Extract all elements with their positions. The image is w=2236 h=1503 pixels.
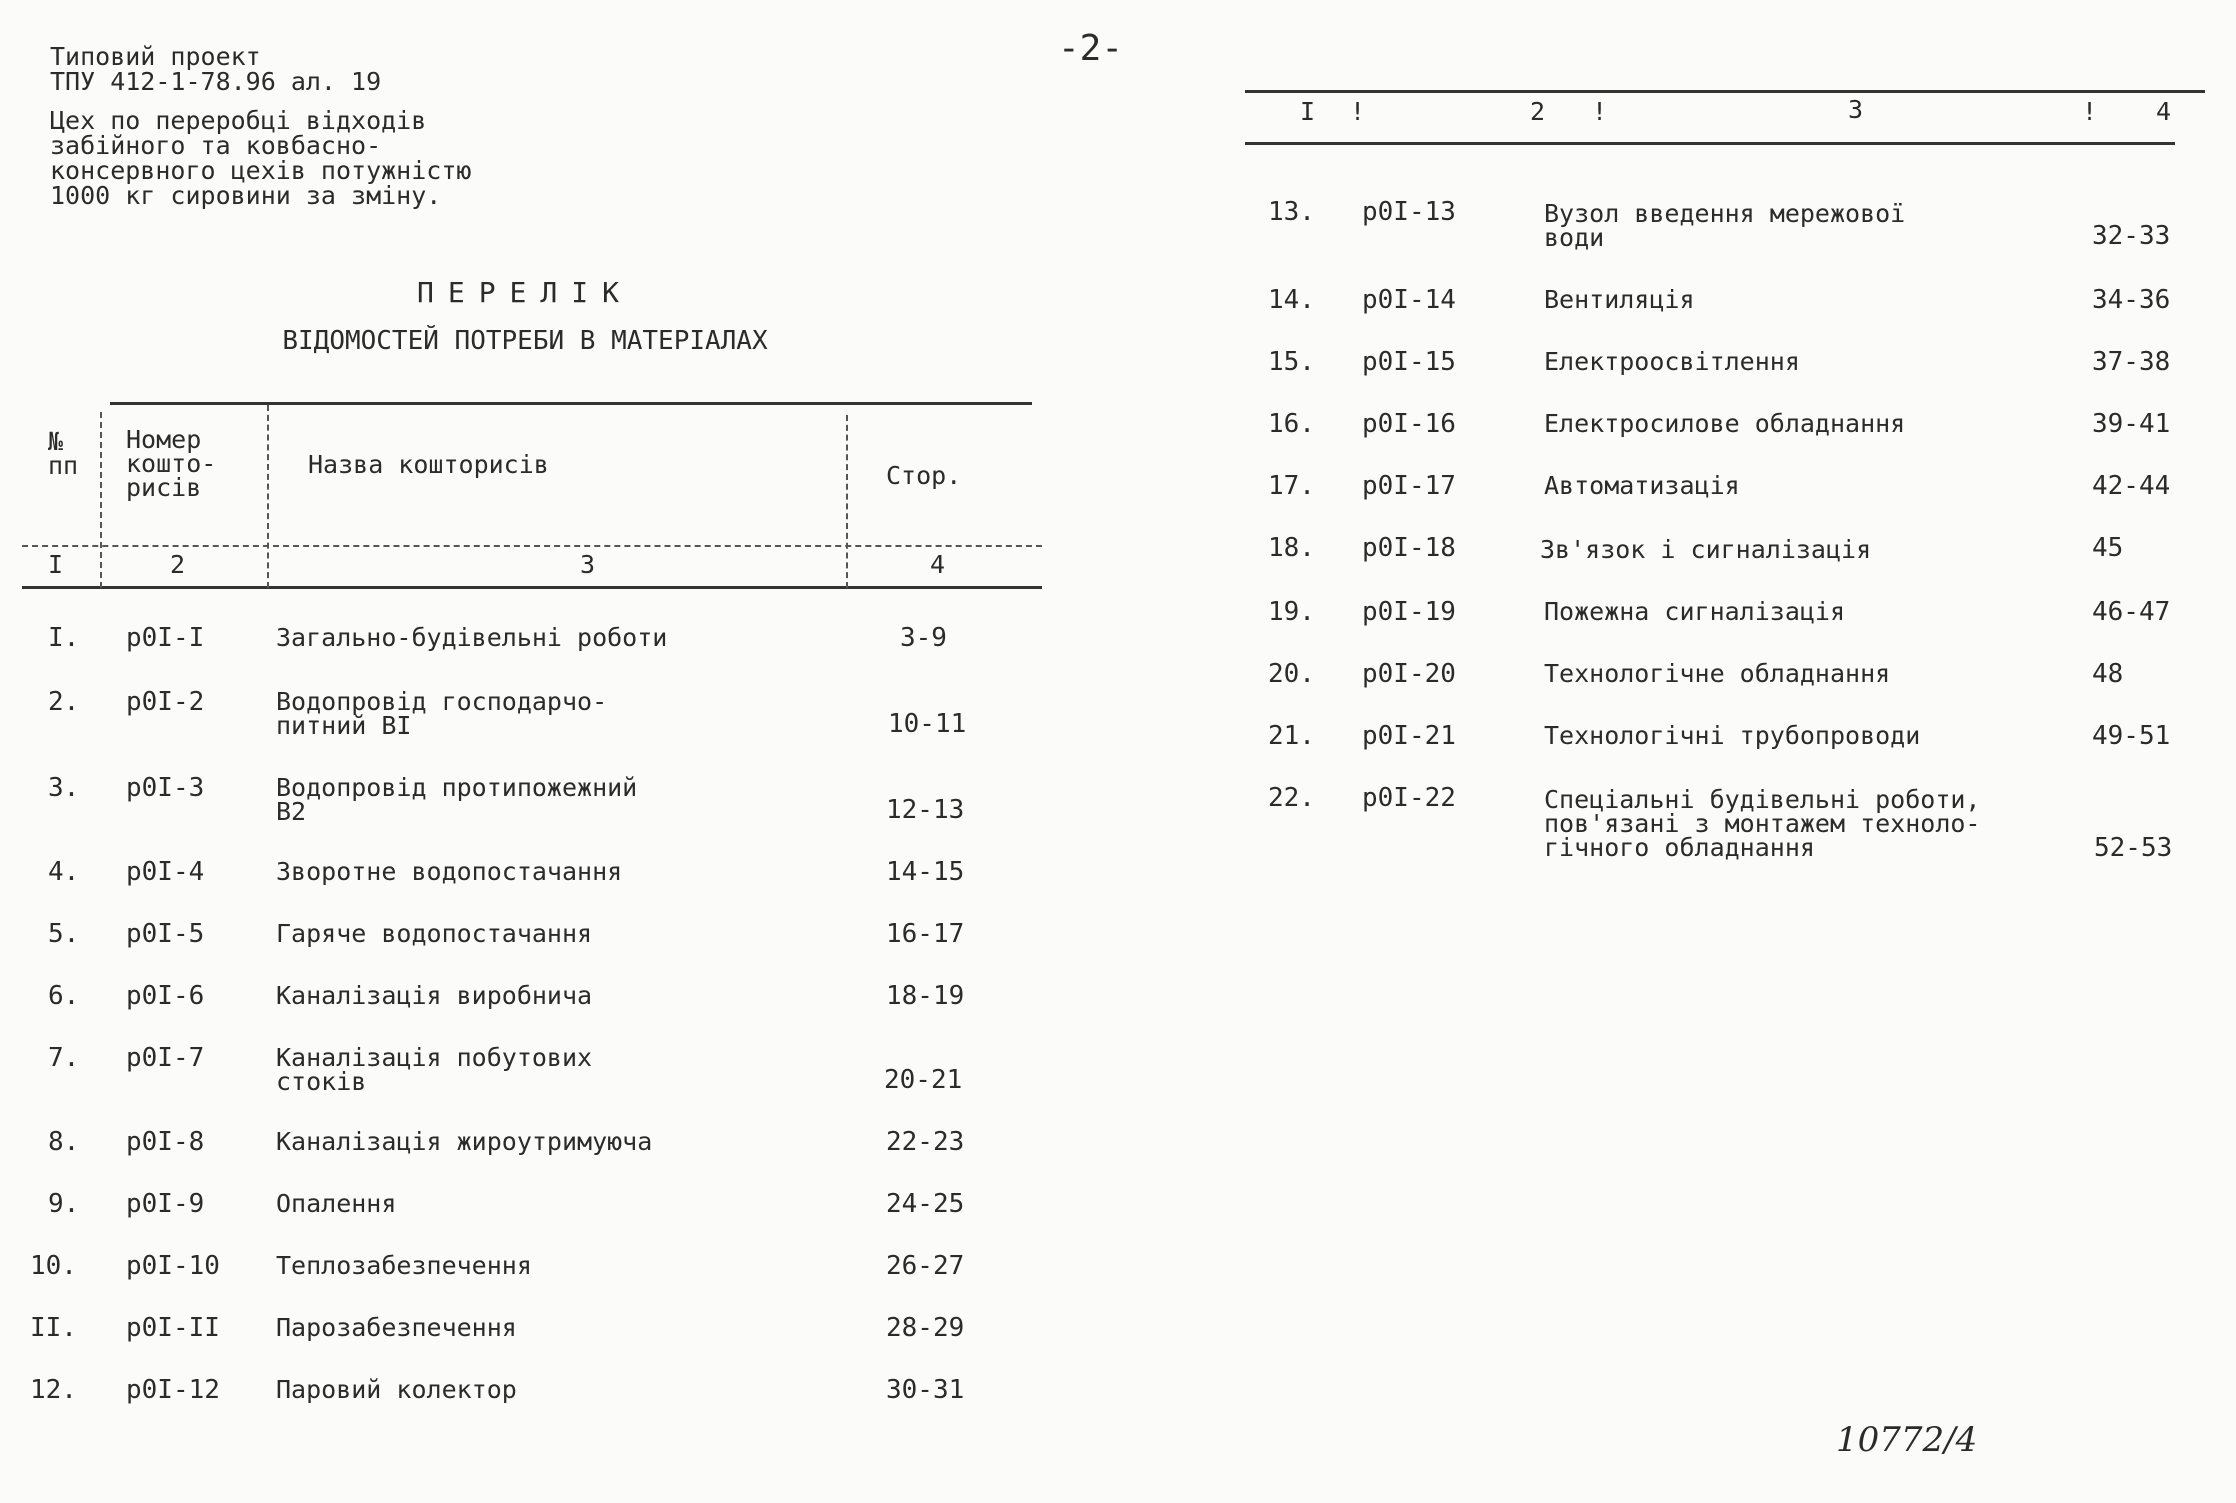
row-name-line: пов'язані з монтажем техноло- bbox=[1544, 809, 1981, 838]
column-number-label: 3 bbox=[580, 550, 596, 579]
table-header-bottom-rule bbox=[22, 586, 1042, 589]
row-code: р0I-5 bbox=[126, 919, 205, 949]
row-name-line: Теплозабезпечення bbox=[276, 1251, 532, 1280]
row-pages: 49-51 bbox=[2092, 721, 2171, 751]
row-name-line: Каналізація виробнича bbox=[276, 981, 593, 1010]
row-pages: 30-31 bbox=[886, 1375, 965, 1405]
row-pages: 24-25 bbox=[886, 1189, 965, 1219]
row-name bbox=[276, 857, 623, 886]
row-number: 21. bbox=[1268, 721, 1315, 751]
row-number: 19. bbox=[1268, 597, 1315, 627]
row-code: р0I-10 bbox=[126, 1251, 220, 1281]
row-number: 10. bbox=[30, 1251, 77, 1281]
row-number: 13. bbox=[1268, 197, 1315, 227]
header-description-line: забійного та ковбасно- bbox=[50, 131, 382, 160]
row-name-line: Загально-будівельні роботи bbox=[276, 623, 668, 652]
row-name bbox=[276, 919, 593, 948]
row-number: 4. bbox=[48, 857, 80, 887]
row-name bbox=[1544, 347, 1800, 376]
row-code: р0I-22 bbox=[1362, 783, 1456, 813]
row-number: 9. bbox=[48, 1189, 80, 1219]
row-pages: 46-47 bbox=[2092, 597, 2171, 627]
archive-stamp-number: 10772/4 bbox=[1836, 1420, 1978, 1460]
row-number: 12. bbox=[30, 1375, 77, 1405]
row-name-line: Каналізація побутових bbox=[276, 1043, 593, 1072]
header-col-code-line: кошто- bbox=[126, 449, 217, 478]
row-name-line: Технологічне обладнання bbox=[1544, 659, 1891, 688]
row-code: р0I-4 bbox=[126, 857, 205, 887]
header-col-code-line: Номер bbox=[126, 425, 202, 454]
row-pages: 34-36 bbox=[2092, 285, 2171, 315]
row-name bbox=[1544, 597, 1846, 626]
row-number: 5. bbox=[48, 919, 80, 949]
row-pages: 26-27 bbox=[886, 1251, 965, 1281]
row-name-line: стоків bbox=[276, 1067, 367, 1096]
row-name-line: гічного обладнання bbox=[1544, 833, 1815, 862]
header-col-code bbox=[126, 425, 217, 502]
row-name bbox=[1544, 471, 1740, 500]
row-code: р0I-3 bbox=[126, 773, 205, 803]
row-code: р0I-7 bbox=[126, 1043, 205, 1073]
row-name bbox=[276, 773, 638, 826]
row-name bbox=[1544, 785, 1981, 862]
row-pages: 18-19 bbox=[886, 981, 965, 1011]
header-col-code-line: рисів bbox=[126, 473, 202, 502]
row-name-line: Гаряче водопостачання bbox=[276, 919, 593, 948]
row-name-line: питний ВІ bbox=[276, 711, 412, 740]
row-pages: 48 bbox=[2092, 659, 2124, 689]
row-number: 15. bbox=[1268, 347, 1315, 377]
row-name bbox=[1544, 285, 1695, 314]
header-description-line: 1000 кг сировини за зміну. bbox=[50, 181, 442, 210]
row-code: р0I-6 bbox=[126, 981, 205, 1011]
row-pages: 16-17 bbox=[886, 919, 965, 949]
row-code: р0I-21 bbox=[1362, 721, 1456, 751]
header-line: ТПУ 412-1-78.96 ал. 19 bbox=[50, 67, 382, 96]
row-code: р0I-15 bbox=[1362, 347, 1456, 377]
row-name bbox=[276, 687, 608, 740]
row-name bbox=[276, 1189, 397, 1218]
row-pages: 37-38 bbox=[2092, 347, 2171, 377]
header-col-number-line: пп bbox=[48, 451, 79, 480]
row-name-line: Водопровід господарчо- bbox=[276, 687, 608, 716]
row-code: р0I-I bbox=[126, 623, 205, 653]
row-number: 17. bbox=[1268, 471, 1315, 501]
row-name-line: води bbox=[1544, 223, 1605, 252]
header-col-number bbox=[48, 427, 79, 480]
row-name-line: Пожежна сигналізація bbox=[1544, 597, 1846, 626]
row-pages: 32-33 bbox=[2092, 221, 2171, 251]
row-name bbox=[1540, 535, 1872, 564]
column-number-label: I bbox=[48, 550, 64, 579]
row-code: р0I-14 bbox=[1362, 285, 1456, 315]
row-name-line: Паровий колектор bbox=[276, 1375, 517, 1404]
row-pages: 39-41 bbox=[2092, 409, 2171, 439]
page-title: ПЕРЕЛІК bbox=[416, 276, 633, 309]
row-code: р0I-2 bbox=[126, 687, 205, 717]
row-number: 16. bbox=[1268, 409, 1315, 439]
column-number-label: 4 bbox=[2156, 97, 2172, 126]
column-separator bbox=[100, 412, 102, 588]
column-separator bbox=[267, 405, 269, 588]
row-name-line: Спеціальні будівельні роботи, bbox=[1544, 785, 1981, 814]
row-pages: 42-44 bbox=[2092, 471, 2171, 501]
row-pages: 52-53 bbox=[2094, 833, 2173, 863]
row-name-line: Електроосвітлення bbox=[1544, 347, 1800, 376]
row-name-line: Електросилове обладнання bbox=[1544, 409, 1906, 438]
row-number: II. bbox=[30, 1313, 77, 1343]
row-name-line: Зворотне водопостачання bbox=[276, 857, 623, 886]
column-number-label: 3 bbox=[1848, 95, 1864, 124]
row-name bbox=[276, 1127, 653, 1156]
column-number-label: 2 bbox=[170, 550, 186, 579]
row-name bbox=[276, 981, 593, 1010]
row-number: 6. bbox=[48, 981, 80, 1011]
document-header bbox=[50, 44, 471, 208]
row-name-line: Автоматизація bbox=[1544, 471, 1740, 500]
row-number: 3. bbox=[48, 773, 80, 803]
row-number: I. bbox=[48, 623, 80, 653]
row-pages: 3-9 bbox=[900, 623, 947, 653]
column-number-label: I bbox=[1300, 97, 1316, 126]
row-pages: 45 bbox=[2092, 533, 2124, 563]
row-name-line: Зв'язок і сигналізація bbox=[1540, 535, 1872, 564]
row-name bbox=[1544, 721, 1921, 750]
row-name-line: Вентиляція bbox=[1544, 285, 1695, 314]
row-pages: 28-29 bbox=[886, 1313, 965, 1343]
row-name-line: Каналізація жироутримуюча bbox=[276, 1127, 653, 1156]
row-pages: 12-13 bbox=[886, 795, 965, 825]
row-code: р0I-16 bbox=[1362, 409, 1456, 439]
row-number: 20. bbox=[1268, 659, 1315, 689]
row-code: р0I-8 bbox=[126, 1127, 205, 1157]
column-separator: ! bbox=[1350, 97, 1366, 126]
row-number: 22. bbox=[1268, 783, 1315, 813]
column-separator: ! bbox=[1592, 97, 1608, 126]
row-code: р0I-17 bbox=[1362, 471, 1456, 501]
row-number: 14. bbox=[1268, 285, 1315, 315]
row-name bbox=[1544, 199, 1906, 252]
column-number-label: 2 bbox=[1530, 97, 1546, 126]
row-pages: 10-11 bbox=[888, 709, 967, 739]
row-pages: 22-23 bbox=[886, 1127, 965, 1157]
header-line: Типовий проект bbox=[50, 42, 261, 71]
row-name-line: Водопровід протипожежний bbox=[276, 773, 638, 802]
row-number: 2. bbox=[48, 687, 80, 717]
header-description-line: консервного цехів потужністю bbox=[50, 156, 472, 185]
column-number-label: 4 bbox=[930, 550, 946, 579]
header-col-number-line: № bbox=[48, 427, 64, 456]
row-code: р0I-9 bbox=[126, 1189, 205, 1219]
page-number: -2- bbox=[1058, 28, 1124, 69]
row-name-line: В2 bbox=[276, 797, 307, 826]
row-code: р0I-18 bbox=[1362, 533, 1456, 563]
header-col-pages: Стор. bbox=[886, 461, 962, 490]
table-top-rule bbox=[110, 402, 1032, 405]
row-name-line: Опалення bbox=[276, 1189, 397, 1218]
row-number: 18. bbox=[1268, 533, 1315, 563]
row-code: р0I-19 bbox=[1362, 597, 1456, 627]
row-code: р0I-II bbox=[126, 1313, 220, 1343]
row-name-line: Вузол введення мережової bbox=[1544, 199, 1906, 228]
row-name bbox=[276, 1043, 593, 1096]
row-code: р0I-12 bbox=[126, 1375, 220, 1405]
row-pages: 14-15 bbox=[886, 857, 965, 887]
row-name-line: Технологічні трубопроводи bbox=[1544, 721, 1921, 750]
row-number: 7. bbox=[48, 1043, 80, 1073]
table-header-divider bbox=[22, 545, 1042, 547]
column-separator: ! bbox=[2082, 97, 2098, 126]
page-subtitle: ВІДОМОСТЕЙ ПОТРЕБИ В МАТЕРІАЛАХ bbox=[282, 326, 768, 356]
row-code: р0I-20 bbox=[1362, 659, 1456, 689]
header-description-line: Цех по переробці відходів bbox=[50, 106, 427, 135]
table-top-rule bbox=[1245, 90, 2205, 93]
row-name bbox=[1544, 659, 1891, 688]
row-name bbox=[276, 623, 668, 652]
row-name bbox=[276, 1375, 517, 1404]
row-name bbox=[276, 1251, 532, 1280]
column-separator bbox=[846, 415, 848, 588]
row-name bbox=[1544, 409, 1906, 438]
row-name bbox=[276, 1313, 517, 1342]
row-code: р0I-13 bbox=[1362, 197, 1456, 227]
header-col-name: Назва кошторисів bbox=[308, 450, 549, 479]
table-header-bottom-rule bbox=[1245, 142, 2175, 145]
row-name-line: Парозабезпечення bbox=[276, 1313, 517, 1342]
row-number: 8. bbox=[48, 1127, 80, 1157]
row-pages: 20-21 bbox=[884, 1065, 963, 1095]
